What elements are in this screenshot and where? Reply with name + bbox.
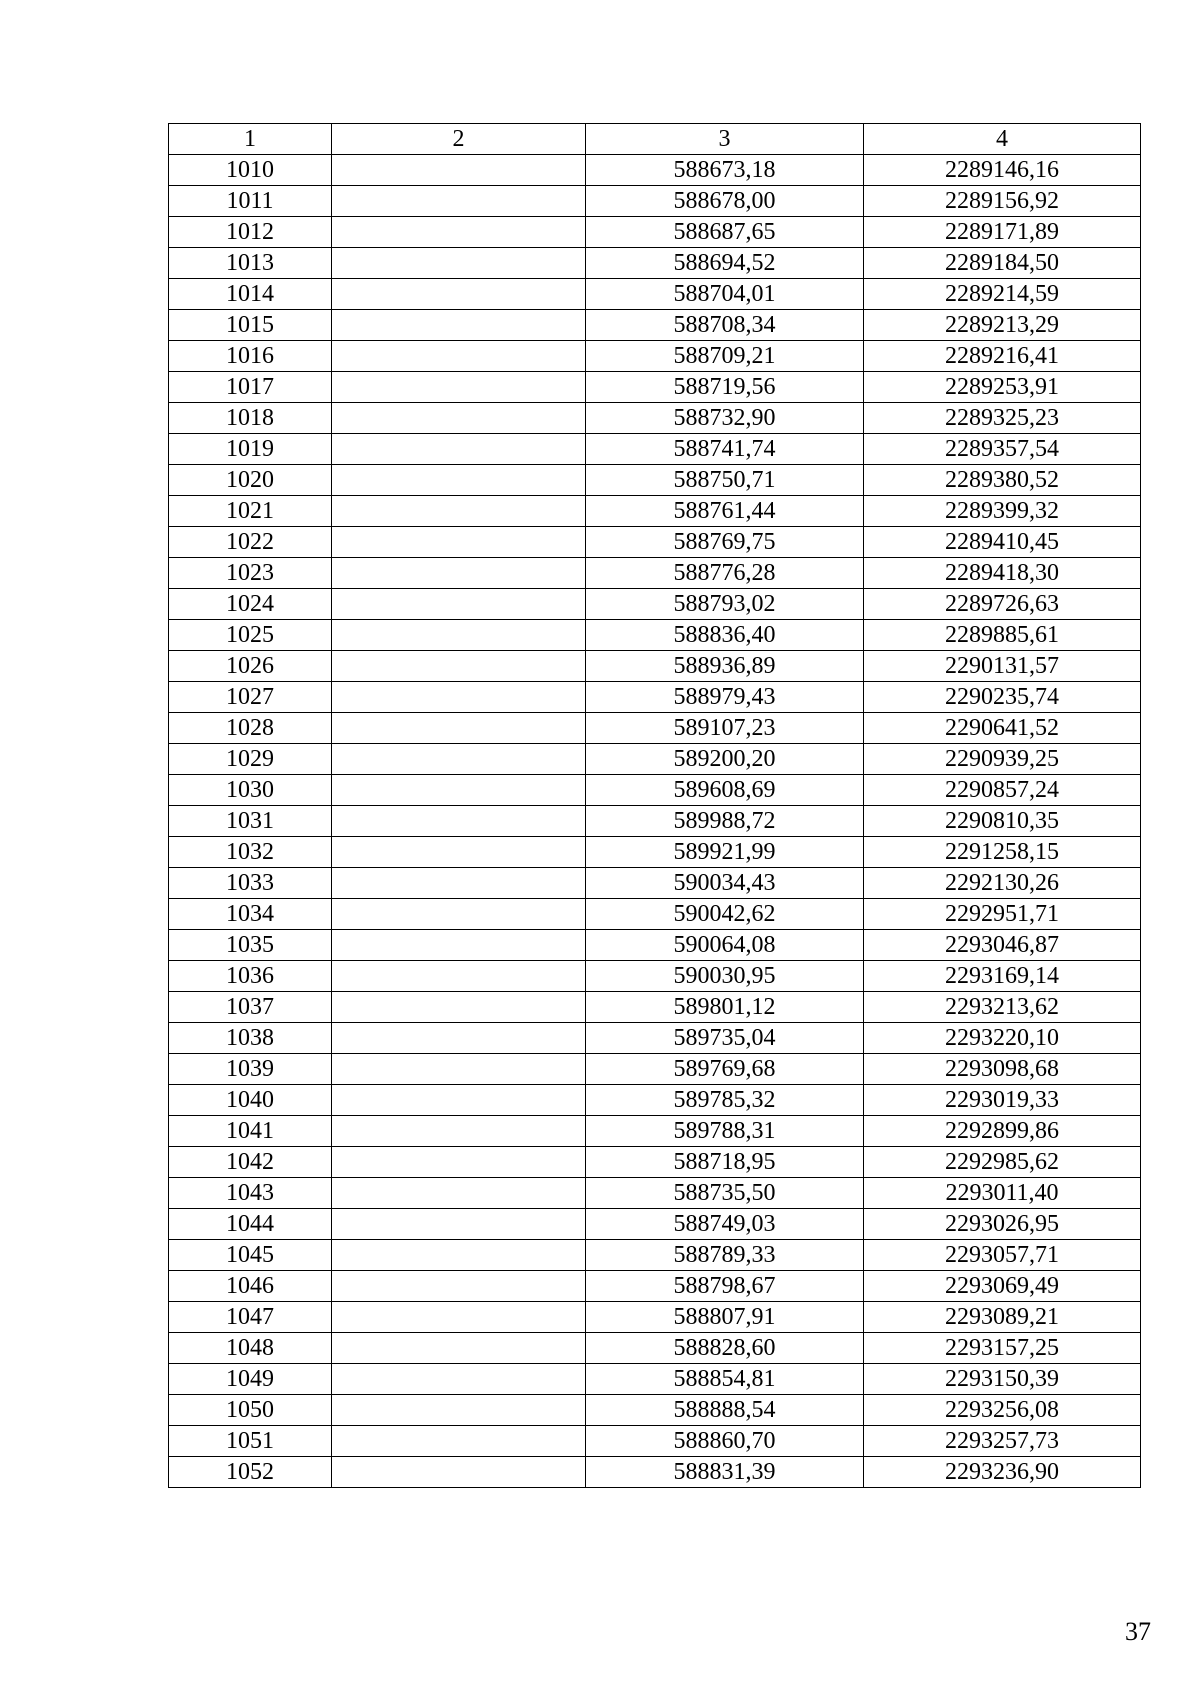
- table-cell: 1010: [169, 155, 332, 186]
- table-body: [169, 155, 1141, 1488]
- table-row: [169, 217, 1141, 248]
- table-cell: 588936,89: [586, 651, 864, 682]
- table-row: [169, 310, 1141, 341]
- table-row: [169, 1395, 1141, 1426]
- table-cell: 2293257,73: [864, 1426, 1141, 1457]
- table-cell: 1013: [169, 248, 332, 279]
- table-cell: 1011: [169, 186, 332, 217]
- table-cell: [332, 837, 586, 868]
- table-row: [169, 806, 1141, 837]
- table-row: [169, 403, 1141, 434]
- table-cell: 1046: [169, 1271, 332, 1302]
- table-cell: 2293019,33: [864, 1085, 1141, 1116]
- table-cell: 590030,95: [586, 961, 864, 992]
- table-cell: 1042: [169, 1147, 332, 1178]
- table-cell: [332, 465, 586, 496]
- table-cell: 588735,50: [586, 1178, 864, 1209]
- table-cell: 2290235,74: [864, 682, 1141, 713]
- table-cell: 588798,67: [586, 1271, 864, 1302]
- table-cell: 2289726,63: [864, 589, 1141, 620]
- table-cell: 2289885,61: [864, 620, 1141, 651]
- table-cell: 2291258,15: [864, 837, 1141, 868]
- table-cell: 2293098,68: [864, 1054, 1141, 1085]
- table-cell: 1030: [169, 775, 332, 806]
- table-row: [169, 1271, 1141, 1302]
- table-row: [169, 775, 1141, 806]
- table-cell: 1038: [169, 1023, 332, 1054]
- table-cell: [332, 1147, 586, 1178]
- table-row: [169, 1457, 1141, 1488]
- table-cell: 590034,43: [586, 868, 864, 899]
- table-cell: 590064,08: [586, 930, 864, 961]
- table-row: [169, 682, 1141, 713]
- table-row: [169, 465, 1141, 496]
- table-cell: 588761,44: [586, 496, 864, 527]
- table-row: [169, 1426, 1141, 1457]
- table-cell: 1022: [169, 527, 332, 558]
- table-cell: 588704,01: [586, 279, 864, 310]
- table-cell: [332, 186, 586, 217]
- table-cell: 1049: [169, 1364, 332, 1395]
- table-cell: 589785,32: [586, 1085, 864, 1116]
- table-cell: 1020: [169, 465, 332, 496]
- table-cell: [332, 372, 586, 403]
- table-header-row: [169, 124, 1141, 155]
- table-row: [169, 434, 1141, 465]
- table-cell: 2289213,29: [864, 310, 1141, 341]
- table-cell: 588708,34: [586, 310, 864, 341]
- table-row: [169, 1116, 1141, 1147]
- table-cell: 1027: [169, 682, 332, 713]
- table-cell: 588732,90: [586, 403, 864, 434]
- table-cell: 2293157,25: [864, 1333, 1141, 1364]
- table-cell: 1035: [169, 930, 332, 961]
- table-cell: 588709,21: [586, 341, 864, 372]
- table-cell: 2289380,52: [864, 465, 1141, 496]
- table-cell: 2293089,21: [864, 1302, 1141, 1333]
- table-cell: [332, 1178, 586, 1209]
- table-row: [169, 1178, 1141, 1209]
- table-cell: [332, 310, 586, 341]
- table-cell: [332, 1054, 586, 1085]
- column-header: 3: [586, 124, 864, 155]
- column-header: 2: [332, 124, 586, 155]
- table-cell: [332, 1364, 586, 1395]
- table-cell: 1052: [169, 1457, 332, 1488]
- table-cell: [332, 155, 586, 186]
- table-cell: 588741,74: [586, 434, 864, 465]
- table-cell: 588718,95: [586, 1147, 864, 1178]
- table-row: [169, 372, 1141, 403]
- table-cell: 2289399,32: [864, 496, 1141, 527]
- table-cell: [332, 1395, 586, 1426]
- table-row: [169, 527, 1141, 558]
- table-cell: 588836,40: [586, 620, 864, 651]
- table-cell: 2292899,86: [864, 1116, 1141, 1147]
- table-cell: 2289146,16: [864, 155, 1141, 186]
- table-cell: 1024: [169, 589, 332, 620]
- table-cell: 2289410,45: [864, 527, 1141, 558]
- table-cell: [332, 1457, 586, 1488]
- table-row: [169, 961, 1141, 992]
- table-cell: 2289418,30: [864, 558, 1141, 589]
- table-cell: 588793,02: [586, 589, 864, 620]
- table-cell: 1034: [169, 899, 332, 930]
- table-row: [169, 1147, 1141, 1178]
- page-number: 37: [1125, 1617, 1151, 1646]
- table-cell: [332, 1426, 586, 1457]
- table-cell: [332, 589, 586, 620]
- table-row: [169, 837, 1141, 868]
- table-row: [169, 899, 1141, 930]
- table-cell: 590042,62: [586, 899, 864, 930]
- table-cell: 588678,00: [586, 186, 864, 217]
- table-cell: 588807,91: [586, 1302, 864, 1333]
- table-cell: [332, 279, 586, 310]
- table-cell: [332, 744, 586, 775]
- table-row: [169, 930, 1141, 961]
- table-cell: 2289253,91: [864, 372, 1141, 403]
- table-cell: [332, 434, 586, 465]
- table-cell: 1018: [169, 403, 332, 434]
- table-cell: 1050: [169, 1395, 332, 1426]
- table-cell: [332, 899, 586, 930]
- table-cell: 588750,71: [586, 465, 864, 496]
- table-cell: 588694,52: [586, 248, 864, 279]
- table-cell: 1032: [169, 837, 332, 868]
- table-row: [169, 1054, 1141, 1085]
- table-cell: [332, 806, 586, 837]
- table-cell: 1014: [169, 279, 332, 310]
- table-cell: 1016: [169, 341, 332, 372]
- table-cell: [332, 868, 586, 899]
- table-cell: 1025: [169, 620, 332, 651]
- table-row: [169, 341, 1141, 372]
- coordinates-table: [168, 123, 1141, 1488]
- table-row: [169, 186, 1141, 217]
- table-row: [169, 589, 1141, 620]
- table-cell: 1037: [169, 992, 332, 1023]
- column-header: 4: [864, 124, 1141, 155]
- table-cell: 1015: [169, 310, 332, 341]
- table-row: [169, 1209, 1141, 1240]
- table-cell: [332, 775, 586, 806]
- table-cell: 588673,18: [586, 155, 864, 186]
- table-cell: 1045: [169, 1240, 332, 1271]
- table-cell: [332, 961, 586, 992]
- table-row: [169, 1023, 1141, 1054]
- table-cell: [332, 217, 586, 248]
- table-cell: 2290810,35: [864, 806, 1141, 837]
- table-cell: 2290131,57: [864, 651, 1141, 682]
- table-cell: 2293256,08: [864, 1395, 1141, 1426]
- table-cell: 2293220,10: [864, 1023, 1141, 1054]
- table-cell: [332, 1240, 586, 1271]
- table-cell: 2289216,41: [864, 341, 1141, 372]
- table-cell: [332, 1333, 586, 1364]
- table-cell: 589200,20: [586, 744, 864, 775]
- table-cell: 1026: [169, 651, 332, 682]
- table-row: [169, 558, 1141, 589]
- table-cell: 2292951,71: [864, 899, 1141, 930]
- table-cell: 2289325,23: [864, 403, 1141, 434]
- table-cell: 1039: [169, 1054, 332, 1085]
- table-cell: 1017: [169, 372, 332, 403]
- table-cell: 2293026,95: [864, 1209, 1141, 1240]
- table-cell: 2293069,49: [864, 1271, 1141, 1302]
- table-cell: 2293046,87: [864, 930, 1141, 961]
- table-cell: [332, 1209, 586, 1240]
- table-cell: [332, 1302, 586, 1333]
- table-row: [169, 713, 1141, 744]
- table-cell: [332, 341, 586, 372]
- table-cell: 1023: [169, 558, 332, 589]
- table-cell: 2293011,40: [864, 1178, 1141, 1209]
- table-cell: 1021: [169, 496, 332, 527]
- table-cell: 1031: [169, 806, 332, 837]
- table-cell: 2289357,54: [864, 434, 1141, 465]
- table-row: [169, 744, 1141, 775]
- table-cell: 2293150,39: [864, 1364, 1141, 1395]
- table-cell: 589735,04: [586, 1023, 864, 1054]
- table-cell: 1028: [169, 713, 332, 744]
- table-cell: [332, 930, 586, 961]
- table-row: [169, 1302, 1141, 1333]
- table-row: [169, 868, 1141, 899]
- table-cell: 2290857,24: [864, 775, 1141, 806]
- table-cell: 588854,81: [586, 1364, 864, 1395]
- table-cell: 588828,60: [586, 1333, 864, 1364]
- table-cell: 1044: [169, 1209, 332, 1240]
- table-cell: 2293057,71: [864, 1240, 1141, 1271]
- table-cell: 589788,31: [586, 1116, 864, 1147]
- table-row: [169, 1240, 1141, 1271]
- table-row: [169, 1085, 1141, 1116]
- table-cell: 1043: [169, 1178, 332, 1209]
- table-cell: 2290641,52: [864, 713, 1141, 744]
- table-row: [169, 496, 1141, 527]
- table-cell: 1029: [169, 744, 332, 775]
- table-row: [169, 248, 1141, 279]
- table-cell: 589801,12: [586, 992, 864, 1023]
- table-cell: [332, 1271, 586, 1302]
- table-row: [169, 651, 1141, 682]
- table-row: [169, 1364, 1141, 1395]
- table-row: [169, 992, 1141, 1023]
- table-cell: [332, 713, 586, 744]
- table-cell: 2289171,89: [864, 217, 1141, 248]
- table-cell: 2293169,14: [864, 961, 1141, 992]
- table-cell: [332, 248, 586, 279]
- table-cell: 588776,28: [586, 558, 864, 589]
- table-cell: [332, 403, 586, 434]
- table-cell: 1047: [169, 1302, 332, 1333]
- table-cell: 2289184,50: [864, 248, 1141, 279]
- table-cell: 1051: [169, 1426, 332, 1457]
- table-cell: [332, 651, 586, 682]
- table-cell: [332, 527, 586, 558]
- table-cell: 1040: [169, 1085, 332, 1116]
- table-cell: [332, 558, 586, 589]
- table-cell: 588749,03: [586, 1209, 864, 1240]
- table-cell: 2290939,25: [864, 744, 1141, 775]
- table-row: [169, 155, 1141, 186]
- table-cell: 589988,72: [586, 806, 864, 837]
- table-cell: 588789,33: [586, 1240, 864, 1271]
- table-cell: 2293213,62: [864, 992, 1141, 1023]
- table-cell: 588687,65: [586, 217, 864, 248]
- table-cell: 1019: [169, 434, 332, 465]
- table-cell: 1048: [169, 1333, 332, 1364]
- table-cell: 1033: [169, 868, 332, 899]
- table-cell: 2293236,90: [864, 1457, 1141, 1488]
- table-cell: 2289214,59: [864, 279, 1141, 310]
- table-cell: 2292985,62: [864, 1147, 1141, 1178]
- table-cell: 589769,68: [586, 1054, 864, 1085]
- table-row: [169, 1333, 1141, 1364]
- table-cell: 588719,56: [586, 372, 864, 403]
- column-header: 1: [169, 124, 332, 155]
- table-cell: 2289156,92: [864, 186, 1141, 217]
- table-cell: 589107,23: [586, 713, 864, 744]
- table-row: [169, 279, 1141, 310]
- table-cell: [332, 620, 586, 651]
- table-cell: 2292130,26: [864, 868, 1141, 899]
- table-cell: [332, 992, 586, 1023]
- table-cell: [332, 1085, 586, 1116]
- table-cell: [332, 1116, 586, 1147]
- table-cell: 588860,70: [586, 1426, 864, 1457]
- table-cell: [332, 1023, 586, 1054]
- table-cell: 1036: [169, 961, 332, 992]
- table-cell: 588979,43: [586, 682, 864, 713]
- table-cell: 588888,54: [586, 1395, 864, 1426]
- table-cell: 589608,69: [586, 775, 864, 806]
- table-cell: 1012: [169, 217, 332, 248]
- table-cell: 588831,39: [586, 1457, 864, 1488]
- table-cell: [332, 682, 586, 713]
- table-cell: 589921,99: [586, 837, 864, 868]
- table-cell: 588769,75: [586, 527, 864, 558]
- table-row: [169, 620, 1141, 651]
- table-cell: [332, 496, 586, 527]
- table-cell: 1041: [169, 1116, 332, 1147]
